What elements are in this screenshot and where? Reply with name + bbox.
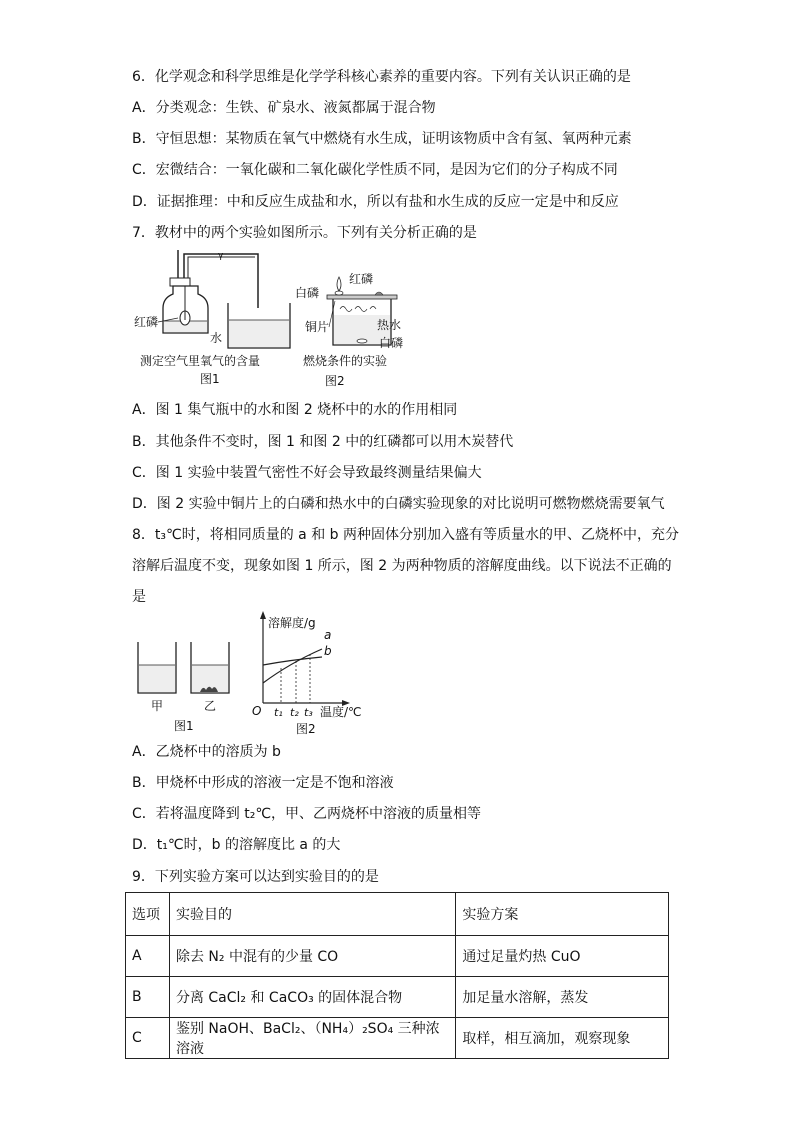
table-row (126, 1018, 669, 1059)
table-row (126, 936, 669, 977)
q7-figure1-oxygen-apparatus (128, 248, 293, 393)
table-cell-plan: 加足量水溶解，蒸发 (456, 977, 669, 1018)
q8-option-a: A．乙烧杯中的溶质为 b (132, 744, 281, 760)
axis-x-label: 温度/℃ (320, 705, 362, 719)
table-cell-plan: 取样，相互滴加，观察现象 (456, 1018, 669, 1059)
table-header-option: 选项 (126, 893, 170, 936)
fig2-label-hot-water: 热水 (377, 318, 402, 332)
experiment-plan-table (125, 892, 669, 1059)
q8-fig2-name: 图2 (296, 722, 316, 736)
q7-option-d: D．图 2 实验中铜片上的白磷和热水中的白磷实验现象的对比说明可燃物燃烧需要氧气 (132, 496, 665, 512)
fig2-label-white-phosphorus-top: 白磷 (295, 286, 320, 300)
q8-figure1-beakers (128, 640, 243, 735)
q6-option-b: B．守恒思想：某物质在氧气中燃烧有水生成，证明该物质中含有氢、氧两种元素 (132, 131, 632, 147)
q7-option-b: B．其他条件不变时，图 1 和图 2 中的红磷都可以用木炭替代 (132, 434, 514, 450)
table-header-purpose: 实验目的 (169, 893, 455, 936)
q7-stem: 7．教材中的两个实验如图所示。下列有关分析正确的是 (132, 225, 477, 241)
fig2-label-red-phosphorus: 红磷 (349, 272, 374, 286)
table-cell-purpose: 分离 CaCl₂ 和 CaCO₃ 的固体混合物 (169, 977, 455, 1018)
fig1-label-water: 水 (210, 331, 223, 345)
fig2-label-white-phosphorus-bottom: 白磷 (379, 336, 404, 350)
table-header-row (126, 893, 669, 936)
origin-label: O (252, 704, 262, 718)
table-cell-option: C (126, 1018, 170, 1059)
tick-t2-label: t₂ (290, 706, 299, 719)
table-cell-purpose: 鉴别 NaOH、BaCl₂、（NH₄）₂SO₄ 三种浓溶液 (169, 1018, 455, 1059)
q6-option-c: C．宏微结合：一氧化碳和二氧化碳化学性质不同，是因为它们的分子构成不同 (132, 162, 618, 178)
fig1-name: 图1 (200, 372, 220, 386)
table-cell-purpose: 除去 N₂ 中混有的少量 CO (169, 936, 455, 977)
table-row (126, 977, 669, 1018)
q8-option-c: C．若将温度降到 t₂℃，甲、乙两烧杯中溶液的质量相等 (132, 806, 482, 822)
q6-stem: 6．化学观念和科学思维是化学学科核心素养的重要内容。下列有关认识正确的是 (132, 69, 631, 85)
axis-y-label: 溶解度/g (268, 616, 316, 630)
fig2-name: 图2 (325, 374, 345, 388)
curve-a-label: a (324, 628, 332, 642)
q9-stem: 9．下列实验方案可以达到实验目的的是 (132, 869, 379, 885)
fig-beaker-yi-label: 乙 (204, 699, 217, 713)
table-cell-option: A (126, 936, 170, 977)
q7-figure2-combustion-apparatus (295, 265, 420, 393)
fig2-caption: 燃烧条件的实验 (303, 354, 388, 368)
q8-stem-line3: 是 (132, 589, 146, 605)
table-cell-plan: 通过足量灼热 CuO (456, 936, 669, 977)
table-cell-option: B (126, 977, 170, 1018)
tick-t1-label: t₁ (274, 706, 283, 719)
table-header-plan: 实验方案 (456, 893, 669, 936)
q6-option-a: A．分类观念：生铁、矿泉水、液氮都属于混合物 (132, 100, 436, 116)
svg-text:γ: γ (218, 251, 224, 261)
q7-option-c: C．图 1 实验中装置气密性不好会导致最终测量结果偏大 (132, 465, 482, 481)
q8-stem-line1: 8．t₃℃时，将相同质量的 a 和 b 两种固体分别加入盛有等质量水的甲、乙烧杯中，充分 (132, 527, 679, 543)
fig-beaker-jia-label: 甲 (151, 699, 164, 713)
curve-b-label: b (324, 644, 332, 658)
q8-figure2-solubility-curve (250, 605, 385, 737)
q7-option-a: A．图 1 集气瓶中的水和图 2 烧杯中的水的作用相同 (132, 402, 458, 418)
q8-fig1-name: 图1 (174, 719, 194, 733)
tick-t3-label: t₃ (304, 706, 313, 719)
q8-stem-line2: 溶解后温度不变，现象如图 1 所示，图 2 为两种物质的溶解度曲线。以下说法不正确的 (132, 558, 672, 574)
q8-option-d: D．t₁℃时，b 的溶解度比 a 的大 (132, 837, 341, 853)
fig1-label-red-phosphorus: 红磷 (134, 315, 159, 329)
fig2-label-copper-plate: 铜片 (305, 320, 330, 334)
fig1-caption: 测定空气里氧气的含量 (140, 354, 261, 368)
q6-option-d: D．证据推理：中和反应生成盐和水，所以有盐和水生成的反应一定是中和反应 (132, 194, 619, 210)
q8-option-b: B．甲烧杯中形成的溶液一定是不饱和溶液 (132, 775, 394, 791)
